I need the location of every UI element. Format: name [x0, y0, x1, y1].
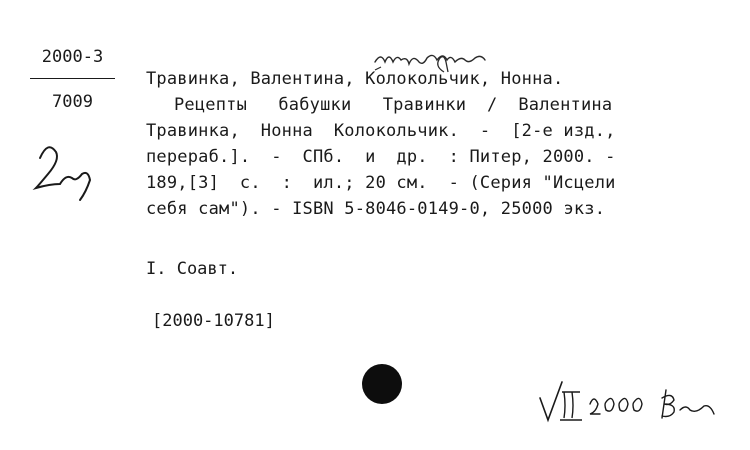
registration-number: [2000-10781] — [152, 311, 275, 331]
handwritten-mark — [26, 136, 116, 206]
handwritten-date — [536, 378, 726, 428]
call-number: 2000-3 — [41, 47, 104, 67]
author-heading: Травинка, Валентина, Колокольчик, Нонна. — [146, 69, 564, 89]
record-line: Рецепты бабушки Травинки / Валентина — [174, 95, 613, 115]
left-column — [30, 44, 115, 115]
record-line: перераб.]. - СПб. и др. : Питер, 2000. - — [146, 147, 616, 167]
record-line: 189,[3] с. : ил.; 20 см. - (Серия "Исцели — [146, 173, 616, 193]
record-line: Травинка, Нонна Колокольчик. - [2-е изд., — [146, 121, 616, 141]
record-line: себя сам"). - ISBN 5-8046-0149-0, 25000 экз. — [146, 199, 606, 219]
bibliographic-record — [146, 66, 736, 222]
tracing: I. Соавт. — [146, 259, 239, 279]
index-number: 7009 — [52, 92, 93, 112]
punch-hole — [362, 364, 402, 404]
divider — [30, 78, 115, 79]
